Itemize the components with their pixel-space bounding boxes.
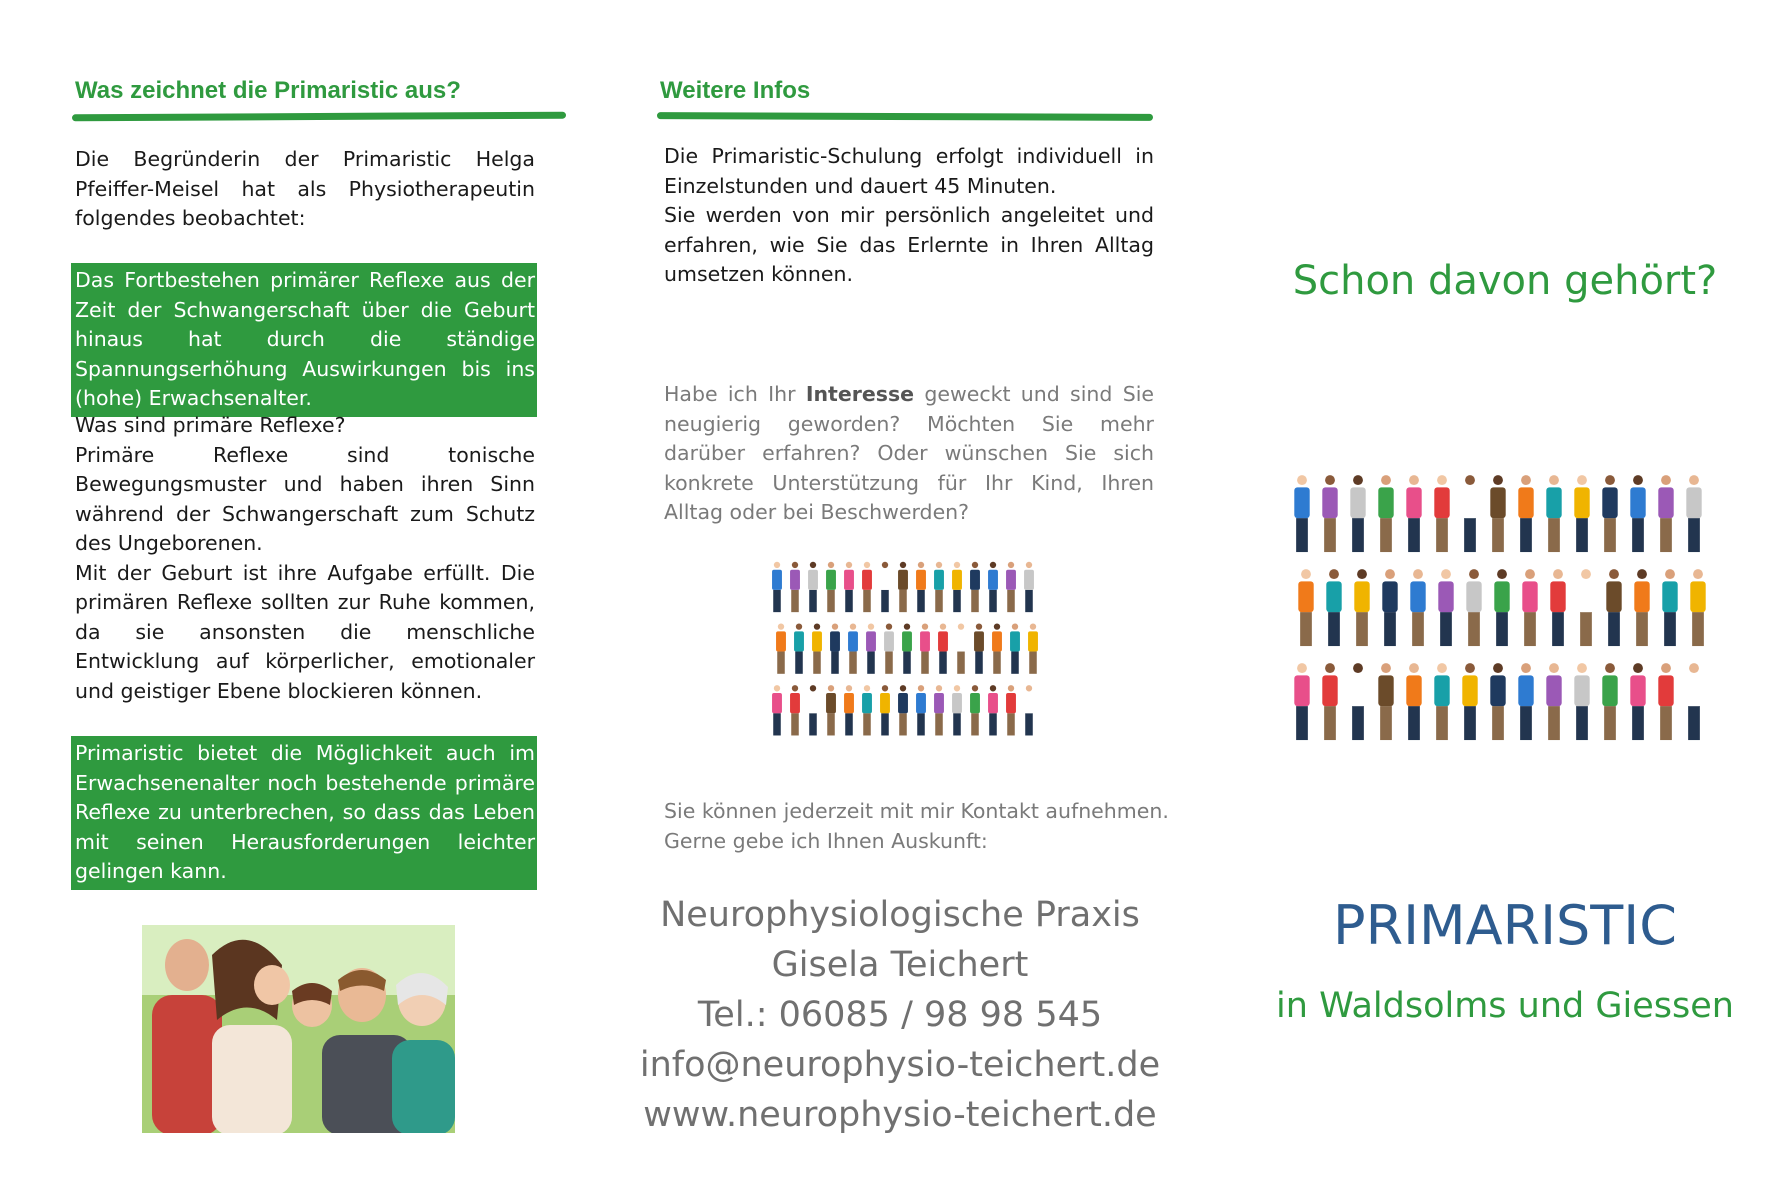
crowd-person (1662, 569, 1677, 646)
brochure-title: PRIMARISTIC (1333, 894, 1677, 957)
crowd-person (970, 685, 980, 735)
middle-heading-underline (657, 112, 1153, 121)
crowd-person (1354, 569, 1369, 646)
crowd-person (974, 623, 984, 673)
crowd-person (1006, 685, 1016, 735)
therapist-name: Gisela Teichert (771, 945, 1029, 985)
crowd-person (772, 562, 782, 612)
crowd-person (772, 685, 782, 735)
crowd-person (848, 623, 858, 673)
crowd-person (826, 685, 836, 735)
crowd-person (880, 562, 890, 612)
crowd-person (1574, 663, 1589, 740)
crowd-person (808, 562, 818, 612)
crowd-person (1294, 663, 1309, 740)
crowd-person (1350, 663, 1365, 740)
highlight-box-1 (71, 263, 537, 417)
reflex-answer-2: Mit der Geburt ist ihre Aufgabe erfüllt. Die primären Reflexe sollten zur Ruhe kommen, da sie ansonsten die menschliche Entwicklung auf körperlicher, emotionaler und geistiger Ebene blockieren können. (75, 560, 535, 703)
crowd-person (790, 685, 800, 735)
crowd-person (776, 623, 786, 673)
crowd-person (1406, 475, 1421, 552)
crowd-person (1630, 663, 1645, 740)
crowd-person (934, 562, 944, 612)
family-photo (142, 925, 455, 1133)
crowd-person (808, 685, 818, 735)
crowd-person (1658, 663, 1673, 740)
crowd-person (1406, 663, 1421, 740)
crowd-person (826, 562, 836, 612)
highlight-box-2 (71, 736, 537, 890)
crowd-person (862, 685, 872, 735)
crowd-person (1518, 475, 1533, 552)
crowd-photo-large (1290, 468, 1710, 750)
crowd-person (1602, 663, 1617, 740)
crowd-person (1630, 475, 1645, 552)
info-text-1: Die Primaristic-Schulung erfolgt individuell in Einzelstunden und dauert 45 Minuten. (664, 144, 1154, 198)
crowd-person (1322, 475, 1337, 552)
crowd-person (866, 623, 876, 673)
crowd-person (992, 623, 1002, 673)
crowd-person (1522, 569, 1537, 646)
family-photo-illustration (142, 925, 455, 1133)
crowd-person (1686, 663, 1701, 740)
crowd-person (920, 623, 930, 673)
contact-card (620, 890, 1180, 1140)
crowd-person (1658, 475, 1673, 552)
crowd-photo-small (770, 557, 1040, 742)
crowd-person (1546, 663, 1561, 740)
crowd-person (898, 562, 908, 612)
crowd-person (880, 685, 890, 735)
email-link[interactable]: info@neurophysio-teichert.de (639, 1045, 1161, 1085)
left-intro: Die Begründerin der Primaristic Helga Pfeiffer-Meisel hat als Physiotherapeutin folgendes beobachtet: (75, 147, 535, 230)
crowd-person (1462, 663, 1477, 740)
crowd-person (1494, 569, 1509, 646)
crowd-person (1438, 569, 1453, 646)
crowd-person (1606, 569, 1621, 646)
crowd-person (952, 685, 962, 735)
crowd-person (1382, 569, 1397, 646)
contact-intro-line-2: Gerne gebe ich Ihnen Auskunft: (664, 828, 988, 853)
crowd-person (790, 562, 800, 612)
crowd-person (1006, 562, 1016, 612)
crowd-person (1550, 569, 1565, 646)
crowd-person (884, 623, 894, 673)
interest-text: Habe ich Ihr Interesse geweckt und sind Sie neugierig geworden? Möchten Sie mehr darüber erfahren? Oder wünschen Sie sich konkrete Unterstützung für Ihr Kind, Ihren Alltag oder bei Beschwerden? (664, 382, 1155, 524)
practice-name: Neurophysiologische Praxis (660, 895, 1140, 935)
interest-bold-word: Interesse (805, 382, 915, 406)
crowd-person (988, 562, 998, 612)
crowd-person (1490, 663, 1505, 740)
crowd-person (1326, 569, 1341, 646)
info-text-2: Sie werden von mir persönlich angeleitet und erfahren, wie Sie das Erlernte in Ihren Alltag umsetzen können. (664, 203, 1154, 286)
interest-block (664, 380, 1154, 528)
contact-intro-line-1: Sie können jederzeit mit mir Kontakt aufnehmen. (664, 799, 1169, 823)
crowd-person (862, 562, 872, 612)
crowd-person (1378, 475, 1393, 552)
crowd-person (970, 562, 980, 612)
website-link[interactable]: www.neurophysio-teichert.de (643, 1095, 1157, 1135)
crowd-person (1024, 685, 1034, 735)
crowd-person (916, 562, 926, 612)
crowd-person (1518, 663, 1533, 740)
crowd-person (1350, 475, 1365, 552)
crowd-person (1574, 475, 1589, 552)
left-heading-underline (72, 112, 566, 122)
crowd-person (1602, 475, 1617, 552)
crowd-person (1434, 475, 1449, 552)
crowd-person (938, 623, 948, 673)
crowd-person (988, 685, 998, 735)
tagline: Schon davon gehört? (1292, 258, 1718, 304)
crowd-person (1634, 569, 1649, 646)
crowd-person (1686, 475, 1701, 552)
crowd-person (830, 623, 840, 673)
crowd-person (898, 685, 908, 735)
crowd-person (812, 623, 822, 673)
crowd-person (1024, 562, 1034, 612)
contact-intro (664, 797, 1184, 856)
crowd-person (794, 623, 804, 673)
crowd-person (844, 685, 854, 735)
highlight-box-2-text: Primaristic bietet die Möglichkeit auch im Erwachsenenalter noch bestehende primäre Reflexe zu unterbrechen, so dass das Leben mit seinen Herausforderungen leichter gelingen kann. (75, 741, 535, 883)
crowd-person (1578, 569, 1593, 646)
crowd-person (1028, 623, 1038, 673)
crowd-person (916, 685, 926, 735)
reflex-question-block (75, 411, 535, 706)
crowd-person (1546, 475, 1561, 552)
crowd-person (844, 562, 854, 612)
crowd-person (1462, 475, 1477, 552)
left-heading: Was zeichnet die Primaristic aus? (75, 77, 461, 104)
crowd-person (1010, 623, 1020, 673)
highlight-box-1-text: Das Fortbestehen primärer Reflexe aus der Zeit der Schwangerschaft über die Geburt hinaus hat durch die ständige Spannungserhöhung Auswirkungen bis ins (hohe) Erwachsenalter. (75, 268, 535, 410)
crowd-person (952, 562, 962, 612)
reflex-answer-1: Primäre Reflexe sind tonische Bewegungsmuster und haben ihren Sinn während der Schwangerschaft zum Schutz des Ungeborenen. (75, 442, 535, 555)
crowd-person (1410, 569, 1425, 646)
crowd-person (1322, 663, 1337, 740)
info-block (664, 142, 1154, 290)
crowd-person (1298, 569, 1313, 646)
crowd-person (934, 685, 944, 735)
crowd-person (902, 623, 912, 673)
crowd-person (1294, 475, 1309, 552)
crowd-person (1690, 569, 1705, 646)
crowd-person (1378, 663, 1393, 740)
crowd-person (1490, 475, 1505, 552)
middle-heading: Weitere Infos (660, 77, 811, 104)
brochure-subtitle: in Waldsolms und Giessen (1276, 986, 1734, 1026)
crowd-person (1466, 569, 1481, 646)
reflex-question: Was sind primäre Reflexe? (75, 413, 346, 437)
crowd-person (1434, 663, 1449, 740)
crowd-person (956, 623, 966, 673)
phone-number[interactable]: Tel.: 06085 / 98 98 545 (697, 995, 1103, 1035)
